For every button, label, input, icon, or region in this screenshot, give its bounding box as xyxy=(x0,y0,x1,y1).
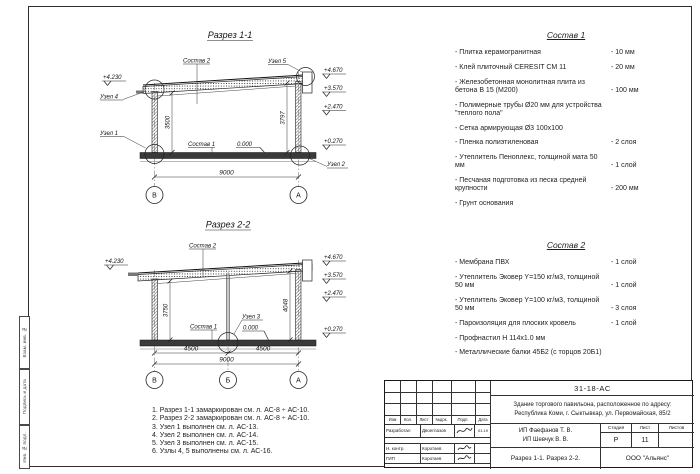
col-header: Кол. xyxy=(403,417,413,422)
uzel2-callout: Узел 2 xyxy=(327,162,346,168)
material-name: - Утеплитель Эковер Y=150 кг/м3, толщиной 50 мм xyxy=(455,273,600,290)
dim-span-1: 4500 xyxy=(183,345,199,353)
material-value: - 1 слой xyxy=(611,162,637,170)
frame-attr-label: Подпись и дата xyxy=(22,379,27,415)
sostav1-callout: Состав 1 xyxy=(190,324,218,331)
uzel4-callout: Узел 4 xyxy=(100,94,119,101)
material-name: - Песчаная подготовка из песка средней крупности xyxy=(455,177,587,193)
sostav2-title: Состав 2 xyxy=(546,240,586,250)
material-name: - Утеплитель Пеноплекс, толщиной мата 50 мм xyxy=(455,154,598,170)
elevation-mark: +4.670 xyxy=(324,255,343,261)
signature-cell xyxy=(455,443,475,453)
material-name: - Мембрана ПВХ xyxy=(455,259,510,267)
section-2-2-title: Разрез 2-2 xyxy=(205,219,251,230)
date-cell: 01.19 xyxy=(477,428,488,433)
role-cell: Н. контр. xyxy=(385,443,421,453)
signature-cell xyxy=(455,424,475,437)
material-name: - Железобетонная монолитная плита из бетона В 15 (М200) xyxy=(455,78,586,94)
signature-cell xyxy=(455,453,475,463)
frame-attr-label: Взам. инв. № xyxy=(22,327,27,358)
material-value: - 3 слоя xyxy=(611,305,637,313)
material-name: - Профнастил Н 114x1.0 мм xyxy=(455,334,546,342)
material-value: - 1 слой xyxy=(611,259,637,267)
elevation-mark: +2.470 xyxy=(324,291,343,297)
material-row xyxy=(455,274,677,291)
frame-attr-cell xyxy=(19,316,30,369)
material-row xyxy=(455,49,677,57)
object-line: Республика Коми, г. Сыктывкар, ул. Первомайская, 85/2 xyxy=(514,410,671,417)
sheet-value: 11 xyxy=(632,433,659,448)
note-line: 6. Узлы 4, 5 выполнены см. л. АС-16. xyxy=(152,448,273,456)
company-name: ООО "Альянс" xyxy=(625,455,670,462)
name-cell: Коротаев xyxy=(421,443,455,453)
material-name: - Плитка керамогранитная xyxy=(455,49,541,57)
notes-block xyxy=(152,407,309,457)
elevation-mark: +4.670 xyxy=(324,68,343,74)
frame-attr-label: Инв. № подл. xyxy=(22,431,27,463)
material-row xyxy=(455,297,677,314)
material-name: - Утеплитель Эковер Y=100 кг/м3, толщиной 50 мм xyxy=(455,296,600,313)
axis-bubble-v: В xyxy=(152,377,157,385)
material-row xyxy=(455,349,677,357)
col-header: Лист xyxy=(419,417,429,422)
material-row xyxy=(455,125,677,133)
material-value: - 2 слоя xyxy=(611,139,637,147)
document-number: 31-18-АС xyxy=(491,381,694,396)
axis-bubble-a: А xyxy=(296,192,301,200)
col-header: Изм xyxy=(388,417,397,422)
signature-scribble xyxy=(456,426,473,435)
material-row xyxy=(455,335,677,343)
client-line: ИП Фаефанов Т. В. xyxy=(518,427,573,434)
note-line: 2. Разрез 2-2 замаркирован см. л. АС-8 ÷ АС-10. xyxy=(152,415,310,423)
sheet-title: Разрез 1-1. Разрез 2-2. xyxy=(491,448,601,469)
stage-value: Р xyxy=(601,433,632,448)
material-name: - Пароизоляция для плоских кровель xyxy=(455,319,576,327)
material-value: - 200 мм xyxy=(611,185,639,193)
sostav2-callout: Состав 2 xyxy=(189,243,217,250)
material-name: - Сетка армирующая Ø3 100х100 xyxy=(455,124,563,132)
material-value: - 10 мм xyxy=(611,49,635,57)
elevation-mark: +2.470 xyxy=(324,104,343,111)
sostav2-panel xyxy=(455,240,677,364)
elevation-left: +4.230 xyxy=(105,259,124,265)
elevation-left: +4.230 xyxy=(103,75,122,81)
sheets-value xyxy=(659,433,694,448)
title-block xyxy=(384,380,693,468)
note-line: 1. Разрез 1-1 замаркирован см. л. АС-8 ÷ АС-10. xyxy=(152,407,310,414)
zero-level-mark: 0.000 xyxy=(237,142,253,148)
material-row xyxy=(455,320,677,328)
section-1-1-drawing xyxy=(90,25,370,220)
dim-width: 9000 xyxy=(219,356,234,364)
material-value: - 1 слой xyxy=(611,282,637,290)
elevation-mark: +3.570 xyxy=(324,86,343,92)
axis-bubble-b: Б xyxy=(225,377,231,385)
zero-level-mark: 0.000 xyxy=(243,325,259,332)
name-cell: Коротаев xyxy=(421,453,455,463)
material-name: - Клей плиточный CERESIT СМ 11 xyxy=(455,63,567,71)
material-name: - Грунт основания xyxy=(455,200,514,208)
material-value: - 1 слой xyxy=(611,319,637,327)
material-row xyxy=(455,102,677,119)
frame-attr-cell xyxy=(19,369,30,425)
material-row xyxy=(455,139,677,147)
role-cell: ГИП xyxy=(385,453,421,463)
sostav1-title: Состав 1 xyxy=(546,30,586,40)
grid-line xyxy=(385,463,491,464)
stage-col-header: Стадия xyxy=(601,424,632,433)
axis-bubble-v: В xyxy=(152,192,157,200)
sostav1-callout: Состав 1 xyxy=(188,142,216,148)
client-line: ИП Шевчук В. В. xyxy=(522,436,569,443)
object-description xyxy=(491,396,694,424)
sostav1-panel xyxy=(455,30,677,215)
material-name: - Металлические балки 45Б2 (с торцов 20Б1) xyxy=(455,349,602,357)
col-header: №док. xyxy=(435,417,448,422)
material-value: - 20 мм xyxy=(611,63,635,71)
material-row xyxy=(455,200,677,208)
role-cell: Разработал xyxy=(385,424,421,437)
note-line: 4. Узел 2 выполнен см. л. АС-14. xyxy=(152,431,259,439)
uzel1-callout: Узел 1 xyxy=(100,131,119,137)
grid-line xyxy=(385,437,491,438)
client-names xyxy=(491,424,601,448)
note-line: 3. Узел 1 выполнен см. л. АС-13. xyxy=(152,423,259,431)
col-header: Дата xyxy=(478,417,488,422)
material-name: - Полимерные трубы Ø20 мм для устройства "теплого пола" xyxy=(455,101,602,117)
section-2-2-linework xyxy=(104,230,346,389)
dim-height-right: 4048 xyxy=(283,298,290,313)
dim-span-2: 4500 xyxy=(255,345,271,353)
material-row xyxy=(455,259,677,267)
axis-bubble-a: А xyxy=(296,377,301,385)
name-cell: Двоеглазов xyxy=(421,424,455,437)
object-line: Здание торгового павильона, расположенное по адресу: xyxy=(513,402,672,409)
sheets-col-header: Листов xyxy=(659,424,694,433)
dim-height-left: 3750 xyxy=(163,303,170,318)
note-line: 5. Узел 3 выполнен см. л. АС-15. xyxy=(152,440,259,448)
dim-height-right: 3797 xyxy=(280,111,287,125)
material-row xyxy=(455,64,677,72)
signature-scribble xyxy=(457,454,472,462)
elevation-mark: +3.570 xyxy=(324,273,343,279)
section-1-1-linework xyxy=(100,41,348,204)
signature-scribble xyxy=(457,444,472,452)
section-1-1-title: Разрез 1-1 xyxy=(207,30,253,40)
frame-attr-cell xyxy=(19,425,30,469)
material-row xyxy=(455,154,677,171)
col-header: Подп. xyxy=(457,417,469,422)
elevation-mark: +0.270 xyxy=(324,327,343,333)
uzel5-callout: Узел 5 xyxy=(268,59,287,65)
sostav2-callout: Состав 2 xyxy=(183,58,211,65)
material-name: - Пленка полиэтиленовая xyxy=(455,139,539,147)
elevation-mark: +0.270 xyxy=(324,139,343,145)
uzel3-callout: Узел 3 xyxy=(242,314,261,321)
sheet-col-header: Лист xyxy=(632,424,659,433)
material-value: - 100 мм xyxy=(611,86,639,94)
dim-height-left: 3500 xyxy=(165,115,172,130)
material-row xyxy=(455,177,677,194)
material-row xyxy=(455,79,677,96)
dim-width: 9000 xyxy=(219,169,234,177)
section-2-2-drawing xyxy=(90,218,370,398)
